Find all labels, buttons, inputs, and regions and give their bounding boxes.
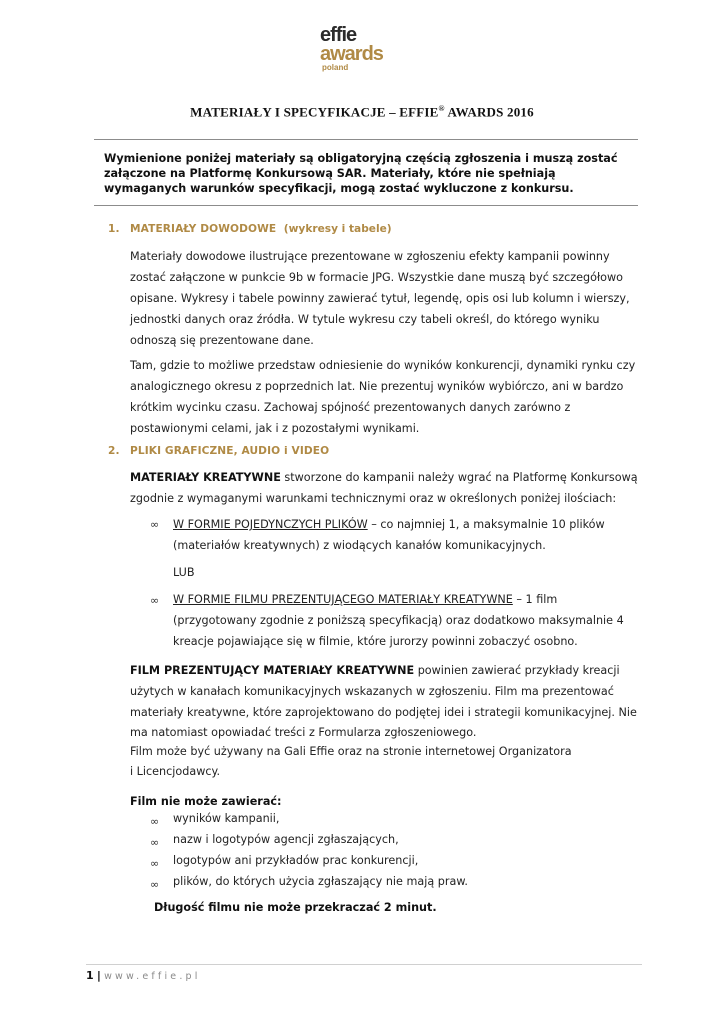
infinity-bullet-icon: ∞	[150, 594, 160, 607]
footer-separator: |	[96, 969, 101, 982]
infinity-bullet-icon: ∞	[150, 878, 160, 891]
logo-line-poland: poland	[322, 63, 349, 72]
infinity-bullet-icon: ∞	[150, 518, 160, 531]
section-1-paragraph-2: Tam, gdzie to możliwe przedstaw odniesienie do wyników konkurencji, dynamiki rynku czy analogicznego okresu z poprzednich lat. Nie prezentuj wyników wybiórczo, ani w bardzo krótkim wycinku czasu. Zachowaj spójność prezentowanych danych zarówno z postawionymi celami, jak i z pozostałymi wynikami.	[130, 359, 636, 435]
list-item: logotypów ani przykładów prac konkurencji,	[173, 854, 419, 867]
infinity-bullet-icon: ∞	[150, 857, 160, 870]
infinity-bullet-icon: ∞	[150, 815, 160, 828]
list-item: wyników kampanii,	[173, 812, 280, 825]
section-1-paragraph-1: Materiały dowodowe ilustrujące prezentowane w zgłoszeniu efekty kampanii powinny zostać załączone w punkcie 9b w formacie JPG. Wszystkie dane muszą być szczegółowo opisane. Wykresy i tabele powinny zawierać tytuł, legendę, opis osi lub kolumn i wierszy, jednostki danych oraz źródła. W tytule wykresu czy tabeli określ, do którego wyniku odnoszą się prezentowane dane.	[130, 250, 630, 347]
divider-bottom	[94, 205, 638, 206]
footer-url[interactable]: www.effie.pl	[104, 971, 201, 982]
option-single-files: W FORMIE POJEDYNCZYCH PLIKÓW – co najmniej 1, a maksymalnie 10 plików (materiałów kreatywnych) z wiodących kanałów komunikacyjnych. LUB	[173, 514, 633, 583]
effie-awards-logo	[320, 24, 406, 72]
film-restrictions-title: Film nie może zawierać:	[130, 795, 282, 808]
logo-line-effie: effie	[320, 24, 357, 46]
page-title: MATERIAŁY I SPECYFIKACJE – EFFIE® AWARDS 2016	[190, 104, 534, 120]
intro-notice: Wymienione poniżej materiały są obligatoryjną częścią zgłoszenia i muszą zostać załączone na Platformę Konkursową SAR. Materiały, które nie spełniają wymaganych warunków specyfikacji, mogą zostać wykluczone z konkursu.	[104, 152, 618, 195]
film-length-note: Długość filmu nie może przekraczać 2 minut.	[154, 901, 437, 914]
divider-top	[94, 139, 638, 140]
logo-line-awards: awards	[320, 43, 383, 65]
infinity-bullet-icon: ∞	[150, 836, 160, 849]
footer-divider	[86, 964, 642, 965]
section-1-heading: 1. MATERIAŁY DOWODOWE (wykresy i tabele)	[108, 223, 392, 235]
list-item: plików, do których użycia zgłaszający nie mają praw.	[173, 875, 468, 888]
section-2-paragraph-2: FILM PREZENTUJĄCY MATERIAŁY KREATYWNE powinien zawierać przykłady kreacji użytych w kanałach komunikacyjnych wskazanych w zgłoszeniu. Film ma prezentować materiały kreatywne, które zaprojektowano do podjętej idei i strategii komunikacyjnej. Nie ma natomiast opowiadać treści z Formularza zgłoszeniowego. Film może być używany na Gali Effie oraz na stronie internetowej Organizatora i Licencjodawcy.	[130, 664, 637, 778]
section-2-heading: 2. PLIKI GRAFICZNE, AUDIO i VIDEO	[108, 445, 330, 457]
page-footer	[86, 969, 201, 982]
section-2-paragraph-1: MATERIAŁY KREATYWNE stworzone do kampanii należy wgrać na Platformę Konkursową zgodnie z wymaganymi warunkami technicznymi oraz w określonych poniżej ilościach:	[130, 471, 638, 505]
page-number: 1	[86, 969, 94, 982]
option-presentation-film: W FORMIE FILMU PREZENTUJĄCEGO MATERIAŁY KREATYWNE – 1 film (przygotowany zgodnie z poniższą specyfikacją) oraz dodatkowo maksymalnie 4 kreacje pojawiające się w filmie, które jurorzy powinni zobaczyć osobno.	[173, 593, 624, 648]
or-label: LUB	[173, 566, 195, 579]
list-item: nazw i logotypów agencji zgłaszających,	[173, 833, 399, 846]
